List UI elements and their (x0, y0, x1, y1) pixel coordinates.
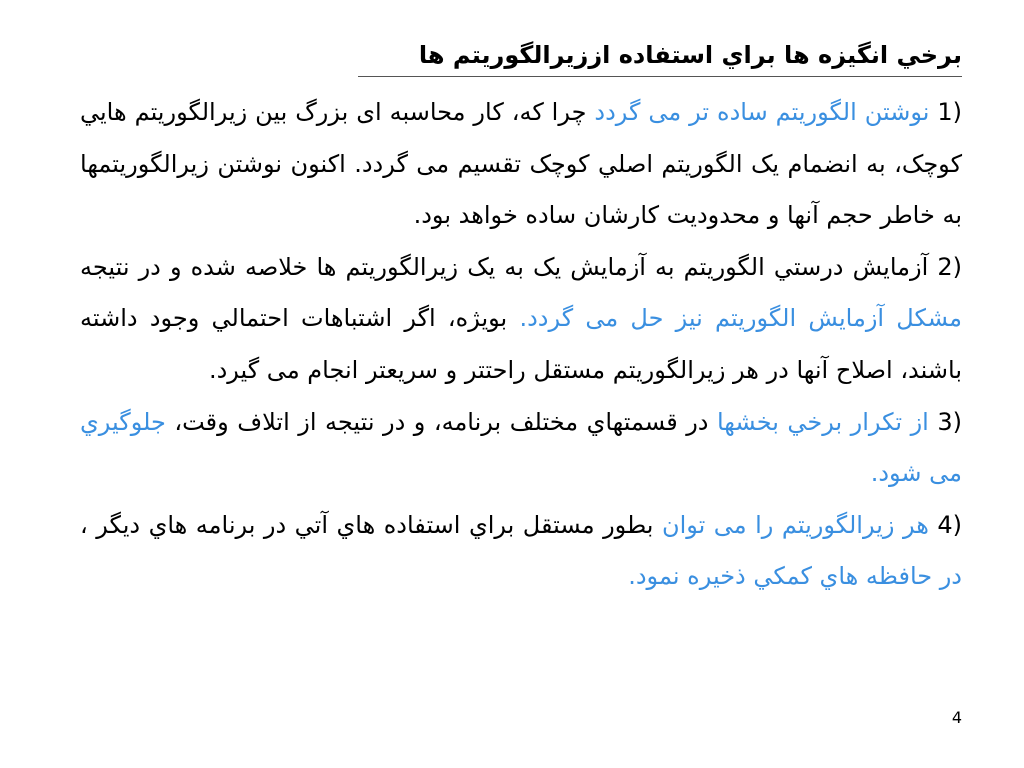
paragraph-3-highlight-2: جلوگيري می شود. (80, 407, 962, 488)
title-underline (358, 76, 962, 77)
paragraph-4-highlight-1: هر زيرالگوريتم را می توان (661, 510, 929, 539)
paragraph-4-text-1: بطور مستقل براي استفاده هاي آتي در برنامه هاي ديگر ، (80, 510, 654, 539)
slide-body (80, 87, 962, 603)
paragraph-1-number: 1) (937, 98, 963, 126)
paragraph-4-number: 4) (937, 510, 962, 539)
paragraph-3 (80, 397, 962, 500)
paragraph-1-text-1: چرا كه، كار محاسبه ای بزرگ بين زيرالگوريتم هايي كوچک، به انضمام یک الگوريتم اصلي كوچک تقسيم می گردد. اكنون نوشتن زيرالگوريتمها به خاطر حجم آنها و محدوديت كارشان ساده خواهد بود. (80, 98, 962, 230)
paragraph-3-text-1: در قسمتهاي مختلف برنامه، و در نتيجه از اتلاف وقت، (174, 407, 709, 436)
paragraph-1-highlight-1: نوشتن الگوريتم ساده تر می گردد (594, 98, 930, 126)
paragraph-2 (80, 242, 962, 397)
paragraph-2-text-1: آزمايش درستي الگوريتم به آزمايش یک به یک زيرالگوريتم ها خلاصه شده و در نتيجه (80, 252, 929, 281)
page-number: 4 (951, 708, 962, 727)
paragraph-2-text-2: بويژه، اگر اشتباهات احتمالي وجود داشته باشند، اصلاح آنها در هر زيرالگوريتم مستقل راحتتر و سريعتر انجام می گيرد. (80, 304, 962, 384)
paragraph-2-highlight-1: مشكل آزمايش الگوريتم نيز حل می گردد. (519, 304, 962, 333)
paragraph-4 (80, 500, 962, 603)
paragraph-1 (80, 87, 962, 242)
paragraph-2-number: 2) (937, 252, 962, 281)
slide-title: برخي انگيزه ها براي استفاده اززيرالگوريتم ها (418, 41, 962, 69)
paragraph-3-number: 3) (937, 407, 962, 436)
paragraph-4-highlight-2: در حافظه هاي كمكي ذخيره نمود. (628, 562, 962, 591)
paragraph-3-highlight-1: از تكرار برخي بخشها (716, 407, 929, 436)
